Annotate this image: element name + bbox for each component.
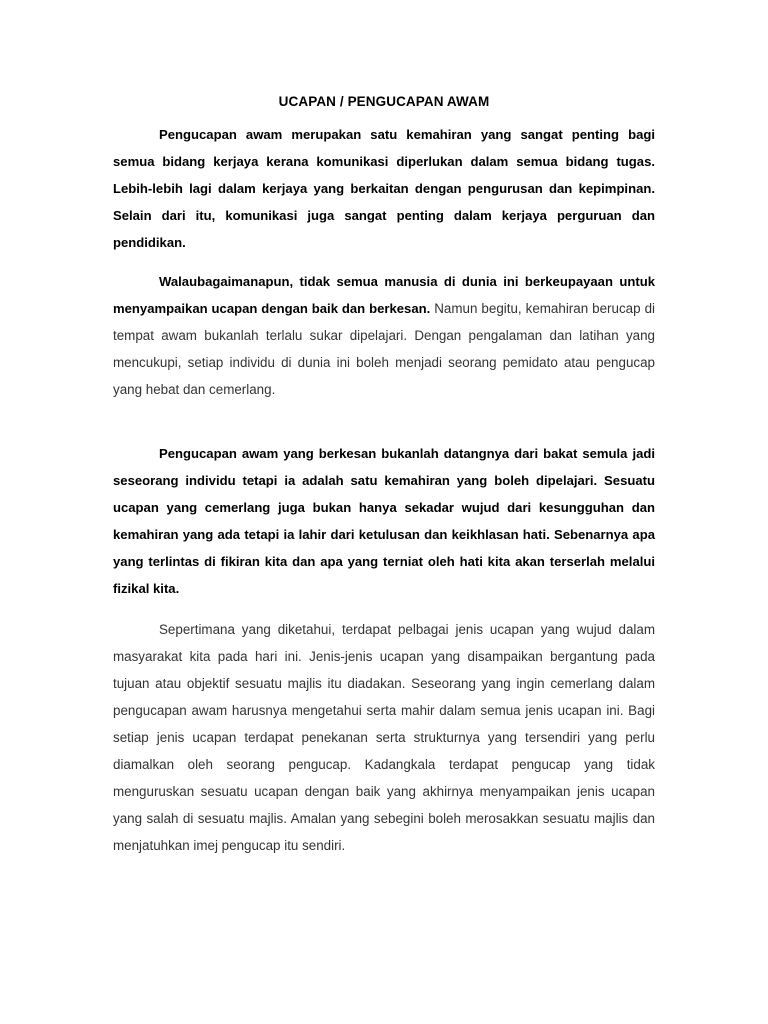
paragraph-4: Sepertimana yang diketahui, terdapat pelbagai jenis ucapan yang wujud dalam masyarakat kita pada hari ini. Jenis-jenis ucapan yang disampaikan bergantung pada tujuan atau objektif sesuatu majlis itu diadakan. Seseorang yang ingin cemerlang dalam pengucapan awam harusnya mengetahui serta mahir dalam semua jenis ucapan ini. Bagi setiap jenis ucapan terdapat penekanan serta strukturnya yang tersendiri yang perlu diamalkan oleh seorang pengucap. Kadangkala terdapat pengucap yang tidak menguruskan sesuatu ucapan dengan baik yang akhirnya menyampaikan jenis ucapan yang salah di sesuatu majlis. Amalan yang sebegini boleh merosakkan sesuatu majlis dan menjatuhkan imej pengucap itu sendiri.: [113, 622, 655, 853]
paragraph-3: Pengucapan awam yang berkesan bukanlah datangnya dari bakat semula jadi seseorang individu tetapi ia adalah satu kemahiran yang boleh dipelajari. Sesuatu ucapan yang cemerlang juga bukan hanya sekadar wujud dari kesungguhan dan kemahiran yang ada tetapi ia lahir dari ketulusan dan keikhlasan hati. Sebenarnya apa yang terlintas di fikiran kita dan apa yang terniat oleh hati kita akan terserlah melalui fizikal kita.: [113, 446, 655, 596]
paragraph-2: [113, 268, 655, 403]
paragraph-2-regular-text: Namun begitu, kemahiran berucap di tempat awam bukanlah terlalu sukar dipelajari. Dengan pengalaman dan latihan yang mencukupi, setiap individu di dunia ini boleh menjadi seorang pemidato atau pengucap yang hebat dan cemerlang.: [113, 301, 655, 397]
document-title: UCAPAN / PENGUCAPAN AWAM: [278, 94, 490, 109]
paragraph-2-bold-text: Walaubagaimanapun, tidak semua manusia di dunia ini berkeupayaan untuk menyampaikan ucapan dengan baik dan berkesan.: [113, 274, 655, 316]
paragraph-1: Pengucapan awam merupakan satu kemahiran yang sangat penting bagi semua bidang kerjaya kerana komunikasi diperlukan dalam semua bidang tugas. Lebih-lebih lagi dalam kerjaya yang berkaitan dengan pengurusan dan kepimpinan. Selain dari itu, komunikasi juga sangat penting dalam kerjaya perguruan dan pendidikan.: [113, 127, 655, 250]
